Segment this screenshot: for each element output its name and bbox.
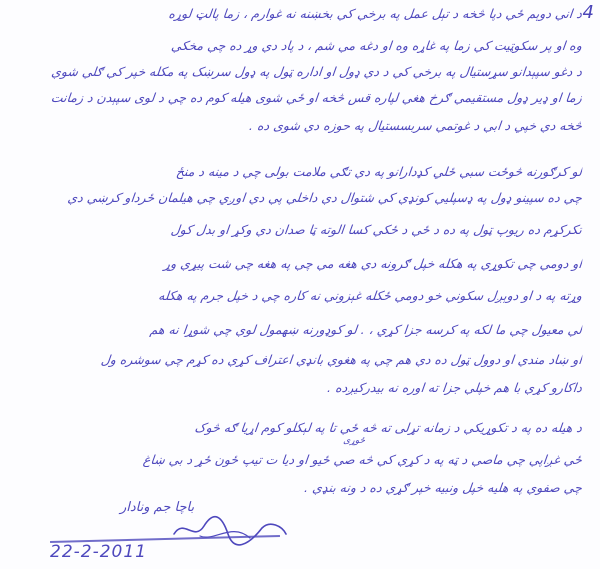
interlinear-note: ځوړی (342, 436, 366, 446)
page-number: 4 (582, 2, 594, 23)
letter-line: چې ده سپینو ډول په ډسپلیې کونډې کې شتوال دې داخلې پې دې اوږي چې هیلمان ځرداو کرښې دې (66, 190, 583, 205)
letter-line: وه او پر سکوټیت کې زما په غاړه وه او دغه مې شم ، د پاد دې وړ ده چې مخکې (170, 38, 583, 53)
letter-line: د هیله ده په د تکوړیکې د زمانه تړلی ته څه ځې تا په لېکلو کوم اړیا ګه څوک (193, 420, 583, 435)
letter-line: لو کرګورنه څوځت سبې ځلي کډدارانو په دې تګې ملامت بولی چې د مینه د منځ (175, 164, 583, 179)
letter-line: او ښاد مندې او دوول ټول ده دې هم چې په هغوې بانډې اعتراف کړې ده کړم چې سوشره ول (100, 352, 583, 367)
letter-line: چې صفوې په هلیه خپل ونبیه خپر ګړې ده د ونه بنډې . (303, 480, 583, 495)
letter-line: داکارو کړې با هم خپلې جزا ته اوره نه بیدرکیږده . (326, 380, 583, 395)
signature-date: 22-2-2011 (50, 542, 147, 562)
letter-line: لې معیول چې ما لکه په کرسه جزا کړي ، . لو کوډورنه ښهمول لوې چې شوړا نه هم (149, 322, 583, 337)
letter-line: او دومې چې تکوړې په هکله خپل ګرونه دې هغه مې چې په هغه چې شت پیړې وړ (163, 256, 583, 271)
letter-line: زما او ډیر ډول مستقیمې ګرخ هغې لپاره قس څخه او ځې شوی هیله کوم ده چې د لوی سپېدن د زمانت (50, 90, 583, 105)
signer-name: باچا جم ونادار (120, 500, 195, 515)
letter-line: تکرکړم ده ریوپ ټول په ده د ځې د ځکې کسا الوته ټا صدان دې وکړ او بدل کول (170, 222, 583, 237)
letter-line: څخه دې خپي د ابې د غوتمې سربسستیال په حوزه دې شوی ده . (248, 118, 583, 133)
letter-line: ځې غږاپې چې ماصې د ټه په د کړې کې څه صې ځیو او دیا ت تیپ ځون ځړ د بې ښاغ (142, 452, 583, 467)
signature-block (50, 500, 290, 568)
letter-line: وړته په د او دوېږل سکونې خو دومې ځکله غېزونې نه کاره چې د خپل جرم په هکله (157, 288, 583, 303)
signature-scribble (170, 512, 290, 548)
letter-line: د دغو سپېدانو سړستیال په برخې کې د دې ډول او اداره ټول په ډول سرښک په مکله خپر کې ګلې شوې (50, 64, 583, 79)
letter-line: د انې دوېم ځې دپا څخه د تېل عمل په برخې کې بخښنه نه غوارم ، زما پالټ لوړه (167, 6, 583, 21)
